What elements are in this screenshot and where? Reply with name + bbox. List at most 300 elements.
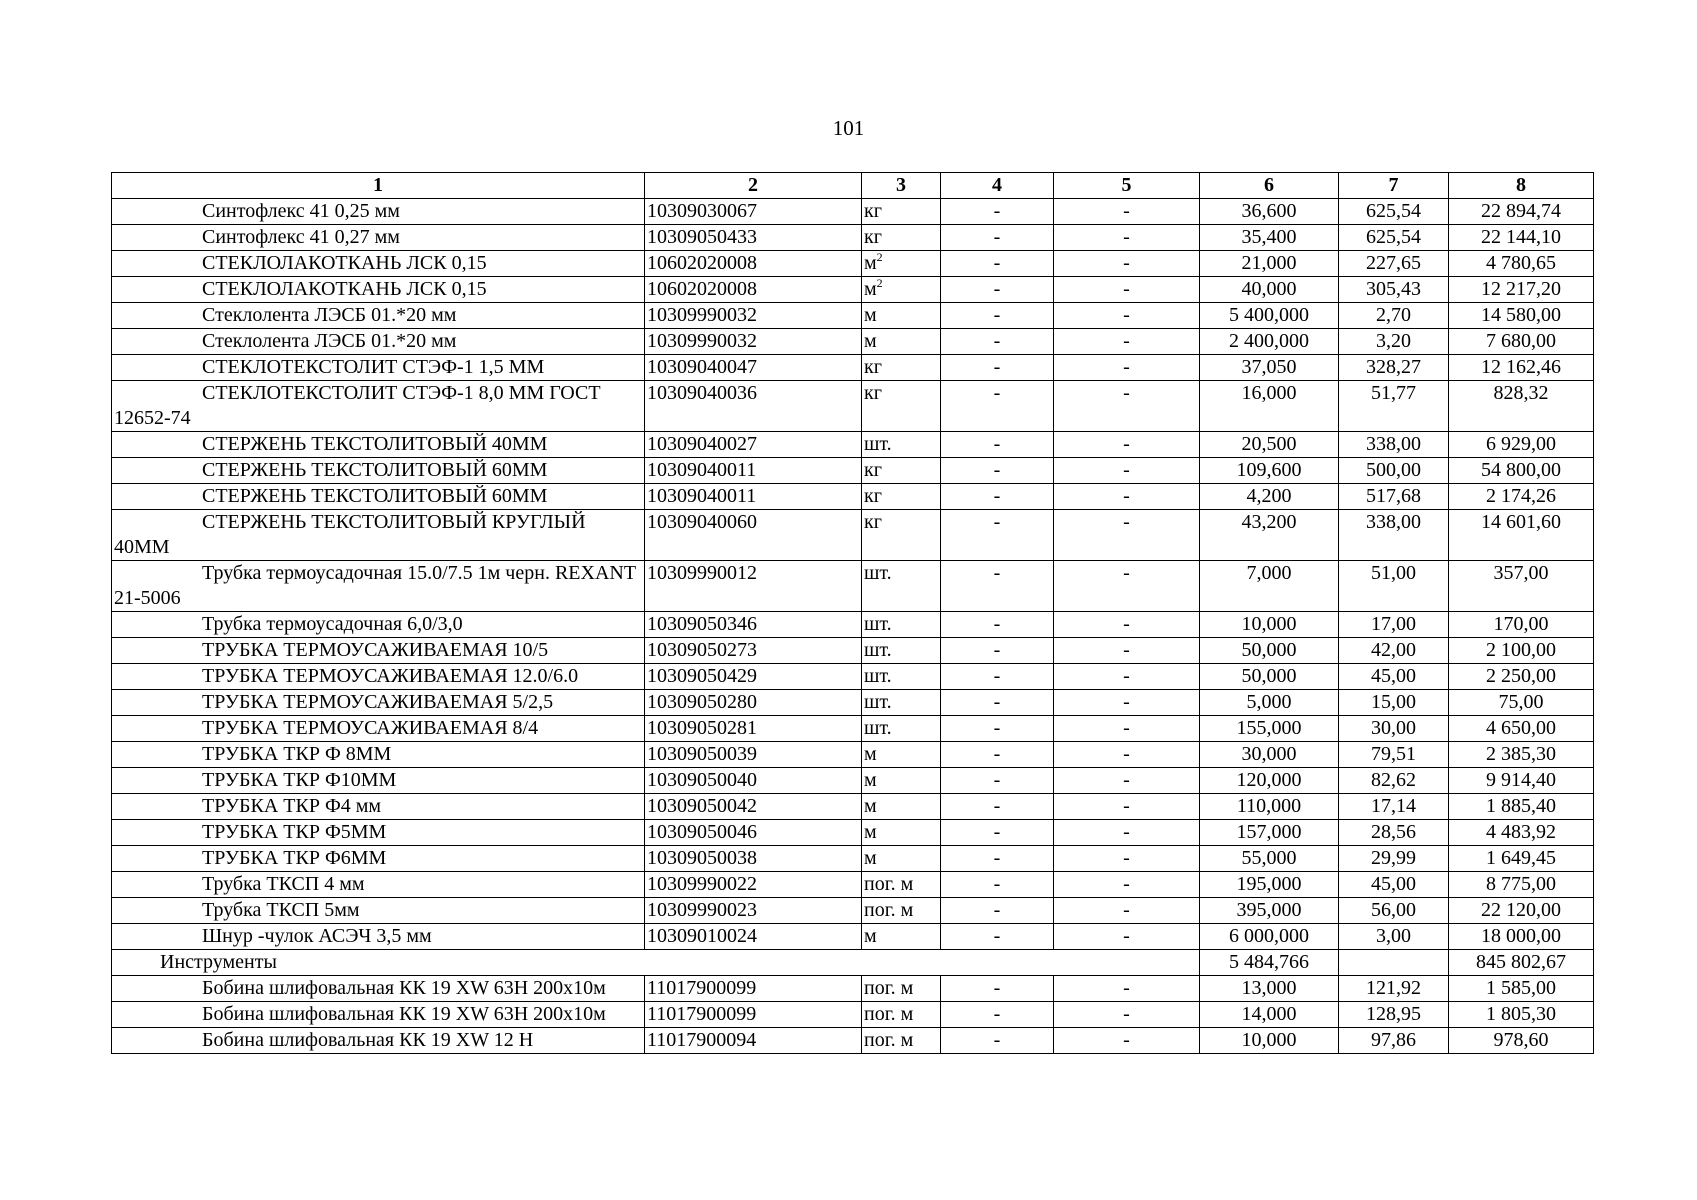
item-name-text: Бобина шлифовальная КК 19 XW 12 H [202, 1029, 534, 1051]
item-qty: 16,000 [1200, 381, 1339, 432]
item-qty: 50,000 [1200, 664, 1339, 690]
item-col4: - [941, 898, 1054, 924]
item-qty: 6 000,000 [1200, 924, 1339, 950]
table-row [112, 690, 1594, 716]
item-name [112, 924, 645, 950]
item-qty: 395,000 [1200, 898, 1339, 924]
item-price: 51,00 [1339, 561, 1449, 612]
section-qty: 5 484,766 [1200, 950, 1339, 976]
item-price: 45,00 [1339, 872, 1449, 898]
item-price: 305,43 [1339, 277, 1449, 303]
item-sum: 75,00 [1449, 690, 1594, 716]
item-sum: 18 000,00 [1449, 924, 1594, 950]
item-name [112, 510, 645, 561]
item-name [112, 251, 645, 277]
item-price: 625,54 [1339, 199, 1449, 225]
table-row [112, 794, 1594, 820]
item-sum: 9 914,40 [1449, 768, 1594, 794]
item-qty: 109,600 [1200, 458, 1339, 484]
item-col5: - [1054, 664, 1200, 690]
item-name-text: СТЕКЛОЛАКОТКАНЬ ЛСК 0,15 [202, 252, 487, 274]
table-row [112, 355, 1594, 381]
item-price: 338,00 [1339, 432, 1449, 458]
item-unit [862, 846, 941, 872]
item-col5: - [1054, 458, 1200, 484]
item-unit [862, 355, 941, 381]
item-col4: - [941, 716, 1054, 742]
table-row [112, 742, 1594, 768]
item-unit-text: м [864, 743, 877, 765]
item-col5: - [1054, 484, 1200, 510]
item-unit [862, 561, 941, 612]
item-qty: 4,200 [1200, 484, 1339, 510]
item-unit [862, 742, 941, 768]
item-name [112, 976, 645, 1002]
item-price: 128,95 [1339, 1002, 1449, 1028]
item-col4: - [941, 690, 1054, 716]
item-unit [862, 898, 941, 924]
item-unit-text: пог. м [864, 977, 914, 999]
item-col5: - [1054, 690, 1200, 716]
item-price: 17,00 [1339, 612, 1449, 638]
item-price: 517,68 [1339, 484, 1449, 510]
item-name-text: СТЕРЖЕНЬ ТЕКСТОЛИТОВЫЙ 60ММ [202, 459, 548, 481]
column-header: 5 [1054, 173, 1200, 199]
section-row [112, 950, 1594, 976]
item-unit [862, 612, 941, 638]
item-qty: 43,200 [1200, 510, 1339, 561]
item-name [112, 561, 645, 612]
item-price: 51,77 [1339, 381, 1449, 432]
item-unit-text: кг [864, 382, 882, 404]
item-col4: - [941, 794, 1054, 820]
item-unit-text: кг [864, 226, 882, 248]
section-label: Инструменты [160, 951, 277, 973]
table-row [112, 225, 1594, 251]
item-sum: 2 385,30 [1449, 742, 1594, 768]
item-name-text: ТРУБКА ТЕРМОУСАЖИВАЕМАЯ 10/5 [202, 639, 549, 661]
item-name [112, 381, 645, 432]
item-col4: - [941, 976, 1054, 1002]
item-qty: 50,000 [1200, 638, 1339, 664]
item-col5: - [1054, 768, 1200, 794]
item-col5: - [1054, 742, 1200, 768]
item-sum: 1 885,40 [1449, 794, 1594, 820]
item-code: 10309990032 [645, 329, 862, 355]
item-code: 10309050038 [645, 846, 862, 872]
item-col4: - [941, 510, 1054, 561]
item-unit [862, 381, 941, 432]
item-name [112, 303, 645, 329]
table-row [112, 1028, 1594, 1054]
item-col5: - [1054, 381, 1200, 432]
item-unit [862, 432, 941, 458]
table-row [112, 924, 1594, 950]
item-unit [862, 199, 941, 225]
item-col5: - [1054, 612, 1200, 638]
table-row [112, 820, 1594, 846]
item-unit-text: пог. м [864, 1029, 914, 1051]
item-col4: - [941, 329, 1054, 355]
item-name [112, 742, 645, 768]
item-name-text: Бобина шлифовальная КК 19 XW 63H 200х10м [202, 1003, 606, 1025]
item-col5: - [1054, 716, 1200, 742]
item-code: 10309050281 [645, 716, 862, 742]
item-unit-text: шт. [864, 665, 892, 687]
item-qty: 2 400,000 [1200, 329, 1339, 355]
item-name [112, 716, 645, 742]
item-col4: - [941, 820, 1054, 846]
item-name-text: Трубка термоусадочная 15.0/7.5 1м черн. REXANT 21-5006 [114, 562, 636, 609]
item-code: 10309040011 [645, 484, 862, 510]
item-unit-text: м [864, 278, 877, 300]
item-name [112, 898, 645, 924]
item-name [112, 846, 645, 872]
item-col4: - [941, 768, 1054, 794]
item-qty: 157,000 [1200, 820, 1339, 846]
item-code: 10309040011 [645, 458, 862, 484]
item-code: 10309990012 [645, 561, 862, 612]
item-qty: 20,500 [1200, 432, 1339, 458]
item-name-text: Шнур -чулок АСЭЧ 3,5 мм [202, 925, 432, 947]
item-sum: 2 100,00 [1449, 638, 1594, 664]
table-row [112, 872, 1594, 898]
item-sum: 12 162,46 [1449, 355, 1594, 381]
item-name [112, 484, 645, 510]
item-code: 10309050273 [645, 638, 862, 664]
item-price: 3,00 [1339, 924, 1449, 950]
item-unit [862, 924, 941, 950]
item-sum: 1 585,00 [1449, 976, 1594, 1002]
column-header: 6 [1200, 173, 1339, 199]
item-qty: 110,000 [1200, 794, 1339, 820]
table-row [112, 664, 1594, 690]
table-row [112, 612, 1594, 638]
item-sum: 4 650,00 [1449, 716, 1594, 742]
item-name-text: ТРУБКА ТКР Ф10ММ [202, 769, 397, 791]
page-number: 101 [832, 116, 865, 140]
item-qty: 36,600 [1200, 199, 1339, 225]
column-header: 2 [645, 173, 862, 199]
table-row [112, 251, 1594, 277]
item-code: 10309010024 [645, 924, 862, 950]
item-name [112, 1028, 645, 1054]
item-col5: - [1054, 976, 1200, 1002]
item-col5: - [1054, 820, 1200, 846]
item-name-text: СТЕРЖЕНЬ ТЕКСТОЛИТОВЫЙ 40ММ [202, 433, 548, 455]
item-col5: - [1054, 1028, 1200, 1054]
item-sum: 170,00 [1449, 612, 1594, 638]
item-unit [862, 303, 941, 329]
item-name-text: Трубка термоусадочная 6,0/3,0 [202, 613, 463, 635]
table-row [112, 561, 1594, 612]
item-code: 10309050040 [645, 768, 862, 794]
item-name-text: СТЕКЛОТЕКСТОЛИТ СТЭФ-1 1,5 ММ [202, 356, 545, 378]
section-label-cell [112, 950, 1200, 976]
item-sum: 1 805,30 [1449, 1002, 1594, 1028]
table-row [112, 277, 1594, 303]
item-qty: 35,400 [1200, 225, 1339, 251]
item-name [112, 794, 645, 820]
item-unit-text: кг [864, 200, 882, 222]
item-col5: - [1054, 199, 1200, 225]
item-unit [862, 1002, 941, 1028]
item-price: 28,56 [1339, 820, 1449, 846]
item-unit-text: шт. [864, 717, 892, 739]
item-col5: - [1054, 1002, 1200, 1028]
item-price: 121,92 [1339, 976, 1449, 1002]
column-header: 4 [941, 173, 1054, 199]
item-unit [862, 458, 941, 484]
item-unit-text: м [864, 769, 877, 791]
item-price: 29,99 [1339, 846, 1449, 872]
item-name [112, 432, 645, 458]
item-sum: 8 775,00 [1449, 872, 1594, 898]
item-sum: 22 144,10 [1449, 225, 1594, 251]
item-code: 11017900099 [645, 976, 862, 1002]
item-col4: - [941, 612, 1054, 638]
item-name [112, 638, 645, 664]
item-sum: 14 580,00 [1449, 303, 1594, 329]
item-name [112, 225, 645, 251]
item-name-text: СТЕРЖЕНЬ ТЕКСТОЛИТОВЫЙ 60ММ [202, 485, 548, 507]
item-unit [862, 251, 941, 277]
item-code: 10309050042 [645, 794, 862, 820]
unit-superscript: 2 [876, 276, 883, 290]
item-price: 45,00 [1339, 664, 1449, 690]
item-col4: - [941, 225, 1054, 251]
item-col5: - [1054, 277, 1200, 303]
item-price: 56,00 [1339, 898, 1449, 924]
item-price: 30,00 [1339, 716, 1449, 742]
item-col4: - [941, 742, 1054, 768]
table-row [112, 1002, 1594, 1028]
item-name-text: Синтофлекс 41 0,25 мм [202, 200, 400, 222]
section-sum: 845 802,67 [1449, 950, 1594, 976]
item-qty: 10,000 [1200, 1028, 1339, 1054]
table-row [112, 432, 1594, 458]
item-unit [862, 690, 941, 716]
item-price: 227,65 [1339, 251, 1449, 277]
item-price: 625,54 [1339, 225, 1449, 251]
item-unit-text: кг [864, 485, 882, 507]
item-col4: - [941, 199, 1054, 225]
item-col4: - [941, 432, 1054, 458]
item-code: 10309030067 [645, 199, 862, 225]
item-price: 97,86 [1339, 1028, 1449, 1054]
item-code: 10309990032 [645, 303, 862, 329]
item-unit-text: шт. [864, 691, 892, 713]
item-col5: - [1054, 355, 1200, 381]
item-code: 10309040060 [645, 510, 862, 561]
item-sum: 2 174,26 [1449, 484, 1594, 510]
item-sum: 14 601,60 [1449, 510, 1594, 561]
item-sum: 22 894,74 [1449, 199, 1594, 225]
table-row [112, 716, 1594, 742]
item-price: 3,20 [1339, 329, 1449, 355]
item-qty: 40,000 [1200, 277, 1339, 303]
item-qty: 195,000 [1200, 872, 1339, 898]
item-price: 338,00 [1339, 510, 1449, 561]
item-price: 15,00 [1339, 690, 1449, 716]
item-name-text: Трубка ТКСП 5мм [202, 899, 360, 921]
item-col4: - [941, 458, 1054, 484]
item-code: 11017900099 [645, 1002, 862, 1028]
item-code: 10309050429 [645, 664, 862, 690]
item-unit-text: шт. [864, 562, 892, 584]
item-name [112, 690, 645, 716]
item-name [112, 458, 645, 484]
table-row [112, 898, 1594, 924]
item-unit [862, 976, 941, 1002]
item-sum: 12 217,20 [1449, 277, 1594, 303]
item-col5: - [1054, 510, 1200, 561]
item-name-text: СТЕРЖЕНЬ ТЕКСТОЛИТОВЫЙ КРУГЛЫЙ 40ММ [114, 511, 586, 558]
item-col4: - [941, 355, 1054, 381]
item-sum: 357,00 [1449, 561, 1594, 612]
item-col4: - [941, 846, 1054, 872]
table-row [112, 458, 1594, 484]
item-code: 10602020008 [645, 277, 862, 303]
item-qty: 14,000 [1200, 1002, 1339, 1028]
item-name-text: ТРУБКА ТЕРМОУСАЖИВАЕМАЯ 8/4 [202, 717, 539, 739]
item-code: 10602020008 [645, 251, 862, 277]
item-qty: 5,000 [1200, 690, 1339, 716]
item-unit-text: м [864, 925, 877, 947]
item-unit [862, 768, 941, 794]
item-code: 11017900094 [645, 1028, 862, 1054]
item-name [112, 199, 645, 225]
item-col5: - [1054, 303, 1200, 329]
item-unit-text: м [864, 304, 877, 326]
item-sum: 54 800,00 [1449, 458, 1594, 484]
item-price: 328,27 [1339, 355, 1449, 381]
item-name [112, 820, 645, 846]
table-row [112, 303, 1594, 329]
item-unit [862, 484, 941, 510]
table-row [112, 846, 1594, 872]
item-sum: 828,32 [1449, 381, 1594, 432]
item-code: 10309040036 [645, 381, 862, 432]
item-unit-text: м [864, 795, 877, 817]
item-code: 10309050433 [645, 225, 862, 251]
item-col5: - [1054, 225, 1200, 251]
item-name [112, 612, 645, 638]
item-price: 500,00 [1339, 458, 1449, 484]
table-row [112, 329, 1594, 355]
item-unit [862, 1028, 941, 1054]
item-price: 79,51 [1339, 742, 1449, 768]
item-col4: - [941, 484, 1054, 510]
item-name-text: Трубка ТКСП 4 мм [202, 873, 365, 895]
item-name [112, 329, 645, 355]
item-unit-text: шт. [864, 433, 892, 455]
item-col5: - [1054, 872, 1200, 898]
item-qty: 37,050 [1200, 355, 1339, 381]
item-col5: - [1054, 638, 1200, 664]
item-price: 2,70 [1339, 303, 1449, 329]
item-unit [862, 872, 941, 898]
table-row [112, 976, 1594, 1002]
item-code: 10309050039 [645, 742, 862, 768]
item-name-text: Синтофлекс 41 0,27 мм [202, 226, 400, 248]
item-unit-text: м [864, 821, 877, 843]
item-name [112, 277, 645, 303]
item-code: 10309040047 [645, 355, 862, 381]
item-col4: - [941, 303, 1054, 329]
item-price: 82,62 [1339, 768, 1449, 794]
column-header: 8 [1449, 173, 1594, 199]
item-col4: - [941, 251, 1054, 277]
item-sum: 22 120,00 [1449, 898, 1594, 924]
item-unit-text: м [864, 330, 877, 352]
column-header: 1 [112, 173, 645, 199]
item-unit-text: м [864, 847, 877, 869]
item-sum: 4 780,65 [1449, 251, 1594, 277]
item-col4: - [941, 924, 1054, 950]
item-sum: 978,60 [1449, 1028, 1594, 1054]
item-qty: 7,000 [1200, 561, 1339, 612]
item-unit [862, 225, 941, 251]
item-name-text: Стеклолента ЛЭСБ 01.*20 мм [202, 330, 457, 352]
item-code: 10309050046 [645, 820, 862, 846]
item-price: 17,14 [1339, 794, 1449, 820]
item-unit [862, 510, 941, 561]
item-unit-text: пог. м [864, 1003, 914, 1025]
section-price [1339, 950, 1449, 976]
item-name-text: ТРУБКА ТКР Ф6ММ [202, 847, 387, 869]
item-code: 10309990023 [645, 898, 862, 924]
item-unit [862, 638, 941, 664]
item-name-text: СТЕКЛОТЕКСТОЛИТ СТЭФ-1 8,0 ММ ГОСТ 12652-74 [114, 382, 601, 429]
item-unit [862, 664, 941, 690]
column-header: 3 [862, 173, 941, 199]
item-col5: - [1054, 846, 1200, 872]
item-qty: 10,000 [1200, 612, 1339, 638]
item-unit-text: шт. [864, 639, 892, 661]
item-name-text: СТЕКЛОЛАКОТКАНЬ ЛСК 0,15 [202, 278, 487, 300]
item-unit [862, 329, 941, 355]
item-col4: - [941, 561, 1054, 612]
item-sum: 4 483,92 [1449, 820, 1594, 846]
item-unit-text: м [864, 252, 877, 274]
item-col4: - [941, 1002, 1054, 1028]
item-name-text: Бобина шлифовальная КК 19 XW 63H 200х10м [202, 977, 606, 999]
item-code: 10309050346 [645, 612, 862, 638]
item-name-text: ТРУБКА ТЕРМОУСАЖИВАЕМАЯ 5/2,5 [202, 691, 554, 713]
item-name-text: ТРУБКА ТКР Ф4 мм [202, 795, 382, 817]
item-qty: 155,000 [1200, 716, 1339, 742]
item-qty: 13,000 [1200, 976, 1339, 1002]
item-unit-text: кг [864, 459, 882, 481]
table-row [112, 510, 1594, 561]
item-col5: - [1054, 561, 1200, 612]
item-col5: - [1054, 794, 1200, 820]
item-sum: 7 680,00 [1449, 329, 1594, 355]
item-unit [862, 794, 941, 820]
item-unit [862, 820, 941, 846]
item-unit [862, 277, 941, 303]
table-row [112, 638, 1594, 664]
materials-table [111, 172, 1594, 1054]
item-name-text: ТРУБКА ТЕРМОУСАЖИВАЕМАЯ 12.0/6.0 [202, 665, 579, 687]
item-name-text: Стеклолента ЛЭСБ 01.*20 мм [202, 304, 457, 326]
item-qty: 5 400,000 [1200, 303, 1339, 329]
item-name-text: ТРУБКА ТКР Ф5ММ [202, 821, 387, 843]
item-unit [862, 716, 941, 742]
item-col4: - [941, 638, 1054, 664]
item-qty: 120,000 [1200, 768, 1339, 794]
